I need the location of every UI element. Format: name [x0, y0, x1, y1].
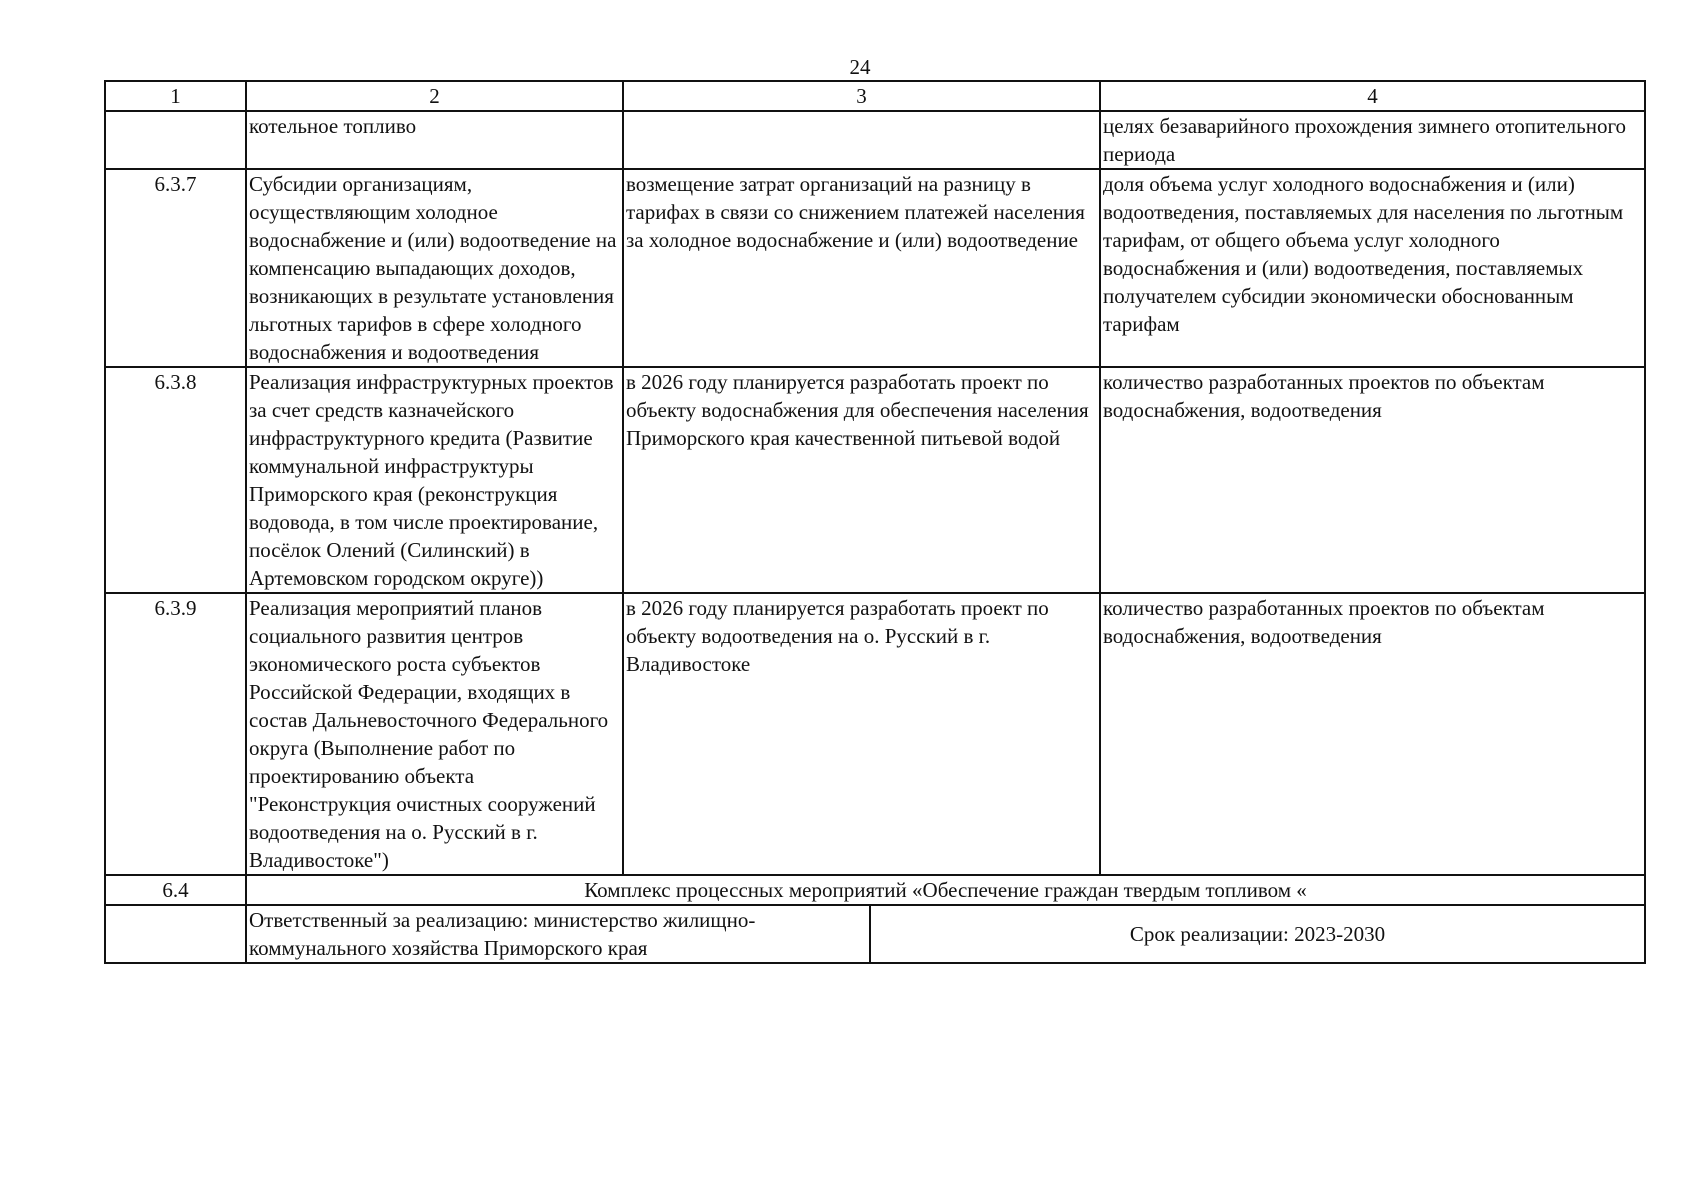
cell-description: в 2026 году планируется разработать проект по объекту водоотведения на о. Русский в г. Владивостоке — [623, 593, 1100, 875]
cell-name: Реализация мероприятий планов социального развития центров экономического роста субъектов Российской Федерации, входящих в состав Дальневосточного Федерального округа (Выполнение работ по проектированию объекта "Реконструкция очистных сооружений водоотведения на о. Русский в г. Владивостоке") — [246, 593, 623, 875]
footer-row — [105, 905, 1645, 963]
section-title: Комплекс процессных мероприятий «Обеспечение граждан твердым топливом « — [246, 875, 1645, 905]
responsible-cell: Ответственный за реализацию: министерство жилищно-коммунального хозяйства Приморского края — [246, 905, 870, 963]
page-number: 24 — [849, 55, 871, 79]
cell-id — [105, 111, 246, 169]
cell-description: в 2026 году планируется разработать проект по объекту водоснабжения для обеспечения населения Приморского края качественной питьевой водой — [623, 367, 1100, 593]
cell-id: 6.3.8 — [105, 367, 246, 593]
cell-description — [623, 111, 1100, 169]
footer-empty-cell — [105, 905, 246, 963]
term-cell: Срок реализации: 2023-2030 — [870, 905, 1645, 963]
cell-description: возмещение затрат организаций на разницу в тарифах в связи со снижением платежей населения за холодное водоснабжение и (или) водоотведение — [623, 169, 1100, 367]
table-row — [105, 593, 1645, 875]
cell-name: котельное топливо — [246, 111, 623, 169]
table-row — [105, 169, 1645, 367]
cell-indicator: целях безаварийного прохождения зимнего отопительного периода — [1100, 111, 1645, 169]
cell-id: 6.3.7 — [105, 169, 246, 367]
cell-name: Субсидии организациям, осуществляющим холодное водоснабжение и (или) водоотведение на компенсацию выпадающих доходов, возникающих в результате установления льготных тарифов в сфере холодного водоснабжения и водоотведения — [246, 169, 623, 367]
cell-indicator: количество разработанных проектов по объектам водоснабжения, водоотведения — [1100, 593, 1645, 875]
header-col-4: 4 — [1100, 81, 1645, 111]
program-table — [104, 80, 1646, 964]
section-id: 6.4 — [105, 875, 246, 905]
section-row — [105, 875, 1645, 905]
table-row-continued — [105, 111, 1645, 169]
table-row — [105, 367, 1645, 593]
header-col-1: 1 — [105, 81, 246, 111]
header-col-3: 3 — [623, 81, 1100, 111]
header-col-2: 2 — [246, 81, 623, 111]
cell-indicator: количество разработанных проектов по объектам водоснабжения, водоотведения — [1100, 367, 1645, 593]
header-row — [105, 81, 1645, 111]
cell-id: 6.3.9 — [105, 593, 246, 875]
cell-indicator: доля объема услуг холодного водоснабжения и (или) водоотведения, поставляемых для населения по льготным тарифам, от общего объема услуг холодного водоснабжения и (или) водоотведения, поставляемых получателем субсидии экономически обоснованным тарифам — [1100, 169, 1645, 367]
cell-name: Реализация инфраструктурных проектов за счет средств казначейского инфраструктурного кредита (Развитие коммунальной инфраструктуры Приморского края (реконструкция водовода, в том числе проектирование, посёлок Олений (Силинский) в Артемовском городском округе)) — [246, 367, 623, 593]
